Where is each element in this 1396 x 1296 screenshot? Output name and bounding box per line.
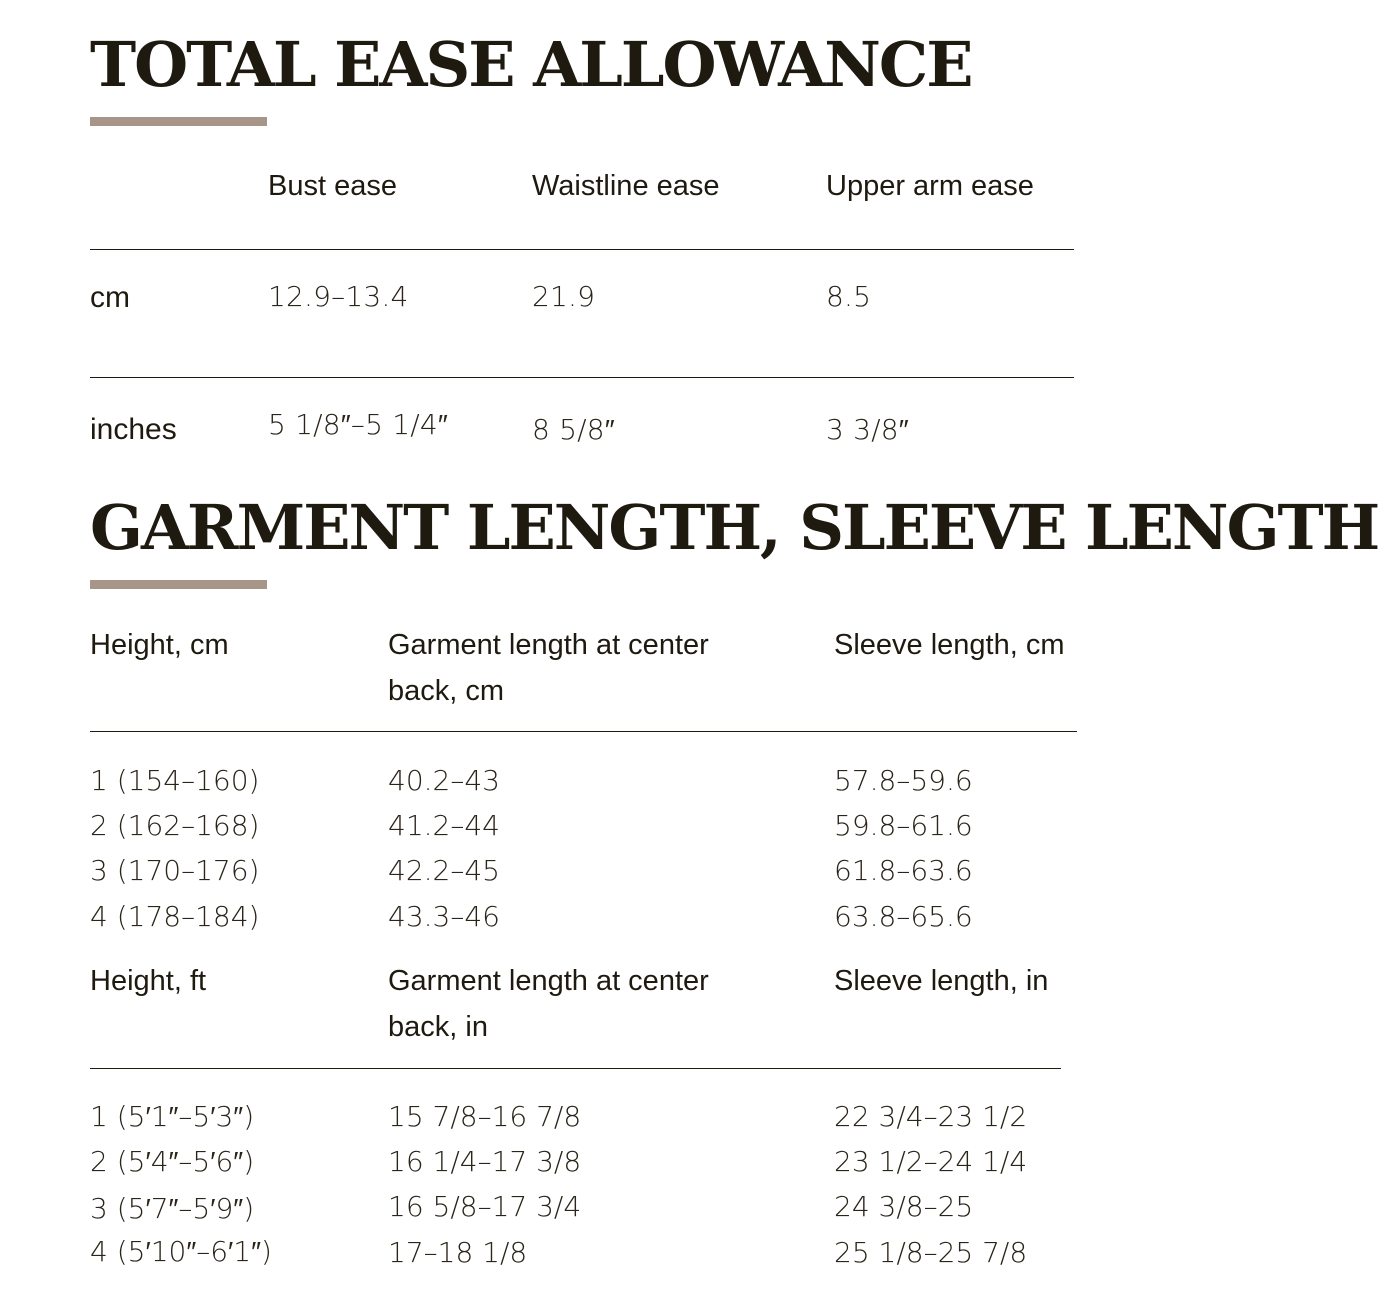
cm-row-4-sleeve: 63.8–65.6	[834, 900, 973, 933]
ease-cm-upper-arm: 8.5	[826, 280, 872, 313]
in-row-2-garment: 16 1/4–17 3/8	[388, 1145, 582, 1178]
cm-row-1-garment: 40.2–43	[388, 764, 500, 797]
ease-header-waist: Waistline ease	[532, 170, 720, 202]
in-row-4-height: 4 (5′10″–6′1″)	[90, 1235, 272, 1268]
cm-header-divider	[90, 731, 1077, 732]
cm-row-2-sleeve: 59.8–61.6	[834, 809, 973, 842]
cm-row-3-height: 3 (170–176)	[90, 854, 260, 887]
cm-row-3-sleeve: 61.8–63.6	[834, 854, 973, 887]
cm-header-height: Height, cm	[90, 629, 229, 661]
ease-cm-waist: 21.9	[532, 280, 596, 313]
in-header-sleeve-length: Sleeve length, in	[834, 965, 1049, 997]
length-title-accent-bar	[90, 580, 267, 589]
ease-row-label-cm: cm	[90, 281, 130, 314]
cm-row-4-height: 4 (178–184)	[90, 900, 260, 933]
in-header-divider	[90, 1068, 1061, 1069]
in-row-1-garment: 15 7/8–16 7/8	[388, 1100, 582, 1133]
cm-row-2-height: 2 (162–168)	[90, 809, 260, 842]
ease-header-bust: Bust ease	[268, 170, 397, 202]
cm-row-2-garment: 41.2–44	[388, 809, 500, 842]
in-row-4-sleeve: 25 1/8–25 7/8	[834, 1236, 1028, 1269]
length-title: GARMENT LENGTH, SLEEVE LENGTH	[90, 491, 1379, 564]
ease-row-divider	[90, 377, 1074, 378]
ease-row-label-inches: inches	[90, 413, 177, 446]
in-row-3-height: 3 (5′7″–5′9″)	[90, 1192, 255, 1225]
ease-in-bust: 5 1/8″–5 1/4″	[268, 408, 448, 441]
in-row-2-height: 2 (5′4″–5′6″)	[90, 1145, 255, 1178]
in-row-2-sleeve: 23 1/2–24 1/4	[834, 1145, 1028, 1178]
cm-row-3-garment: 42.2–45	[388, 854, 500, 887]
ease-header-divider	[90, 249, 1074, 250]
cm-row-1-height: 1 (154–160)	[90, 764, 260, 797]
cm-row-1-sleeve: 57.8–59.6	[834, 764, 973, 797]
in-row-3-garment: 16 5/8–17 3/4	[388, 1190, 582, 1223]
in-row-3-sleeve: 24 3/8–25	[834, 1190, 974, 1223]
in-header-height: Height, ft	[90, 965, 207, 997]
ease-in-upper-arm: 3 3/8″	[826, 413, 909, 446]
in-row-1-height: 1 (5′1″–5′3″)	[90, 1100, 255, 1133]
in-row-4-garment: 17–18 1/8	[388, 1236, 528, 1269]
ease-title-accent-bar	[90, 117, 267, 126]
cm-header-sleeve-length: Sleeve length, cm	[834, 629, 1065, 661]
in-row-1-sleeve: 22 3/4–23 1/2	[834, 1100, 1028, 1133]
cm-row-4-garment: 43.3–46	[388, 900, 500, 933]
cm-header-garment-length: Garment length at center back, cm	[388, 629, 709, 707]
ease-title: TOTAL EASE ALLOWANCE	[90, 28, 972, 101]
ease-cm-bust: 12.9–13.4	[268, 280, 409, 313]
ease-in-waist: 8 5/8″	[532, 413, 615, 446]
ease-header-upper-arm: Upper arm ease	[826, 170, 1034, 202]
in-header-garment-length: Garment length at center back, in	[388, 965, 709, 1043]
